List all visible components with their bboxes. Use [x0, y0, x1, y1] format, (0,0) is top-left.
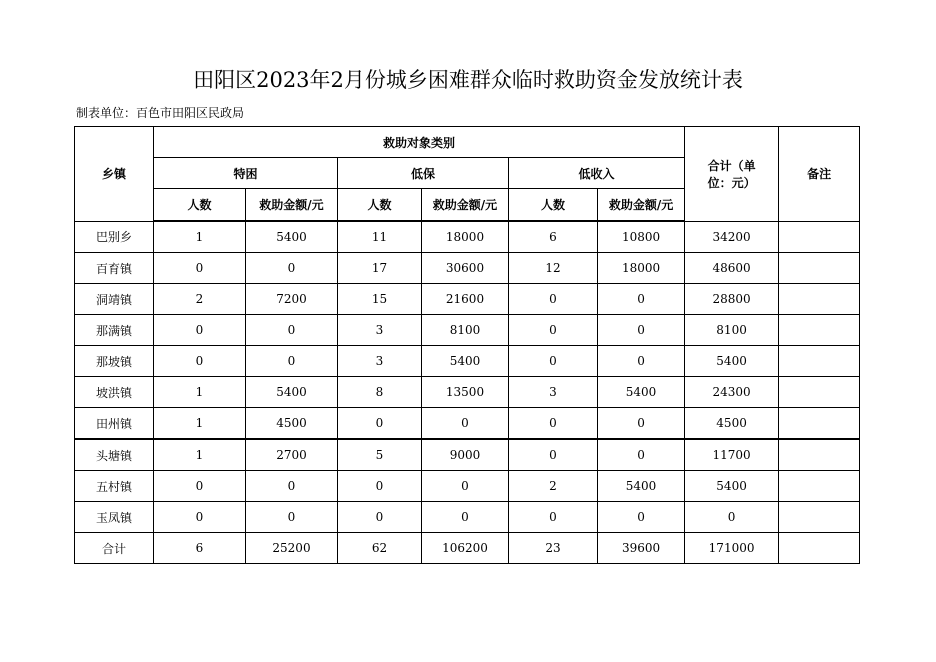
table-cell: 0: [154, 346, 246, 377]
relief-statistics-table: [74, 126, 860, 564]
table-cell: 0: [598, 315, 685, 346]
issuing-unit: 制表单位：百色市田阳区民政局: [76, 106, 245, 120]
header-remark: 备注: [779, 127, 860, 222]
table-cell: 0: [598, 439, 685, 471]
table-cell: 5400: [246, 377, 338, 408]
header-group-dibao: 低保: [338, 158, 509, 189]
table-cell: 1: [154, 377, 246, 408]
table-cell: [779, 346, 860, 377]
table-row: [75, 439, 860, 471]
table-cell: [779, 533, 860, 564]
table-cell: 百育镇: [75, 253, 154, 284]
table-cell: 6: [509, 221, 598, 253]
table-row: [75, 533, 860, 564]
table-cell: 11700: [685, 439, 779, 471]
table-cell: 0: [338, 471, 422, 502]
table-cell: [779, 284, 860, 315]
table-cell: 0: [246, 502, 338, 533]
table-cell: 12: [509, 253, 598, 284]
table-cell: 巴别乡: [75, 221, 154, 253]
table-cell: 21600: [422, 284, 509, 315]
table-cell: 8100: [685, 315, 779, 346]
table-row: [75, 346, 860, 377]
table-cell: 48600: [685, 253, 779, 284]
table-cell: 0: [598, 284, 685, 315]
table-cell: 8: [338, 377, 422, 408]
table-cell: 8100: [422, 315, 509, 346]
table-cell: 17: [338, 253, 422, 284]
table-cell: 0: [685, 502, 779, 533]
table-cell: 坡洪镇: [75, 377, 154, 408]
table-cell: 18000: [598, 253, 685, 284]
table-cell: 3: [338, 346, 422, 377]
table-cell: 合计: [75, 533, 154, 564]
table-cell: 5400: [422, 346, 509, 377]
table-cell: 2: [154, 284, 246, 315]
table-cell: 五村镇: [75, 471, 154, 502]
header-sub: 人数: [509, 189, 598, 222]
table-cell: 3: [509, 377, 598, 408]
table-cell: 11: [338, 221, 422, 253]
table-row: [75, 502, 860, 533]
table-cell: [779, 408, 860, 440]
header-sub: 救助金额/元: [246, 189, 338, 222]
table-cell: 4500: [685, 408, 779, 440]
table-cell: 1: [154, 221, 246, 253]
table-cell: 那坡镇: [75, 346, 154, 377]
table-cell: 7200: [246, 284, 338, 315]
table-cell: 0: [246, 253, 338, 284]
table-cell: 0: [154, 253, 246, 284]
table-cell: 6: [154, 533, 246, 564]
table-cell: [779, 315, 860, 346]
table-cell: 9000: [422, 439, 509, 471]
table-cell: 0: [338, 408, 422, 440]
table-row: [75, 315, 860, 346]
header-sub: 人数: [154, 189, 246, 222]
table-cell: 头塘镇: [75, 439, 154, 471]
table-row: [75, 284, 860, 315]
table-cell: 0: [246, 346, 338, 377]
table-cell: 3: [338, 315, 422, 346]
header-town: 乡镇: [75, 127, 154, 222]
table-row: [75, 377, 860, 408]
table-cell: 5400: [685, 471, 779, 502]
table-cell: 4500: [246, 408, 338, 440]
table-cell: 0: [246, 315, 338, 346]
header-total: 合计（单位：元）: [685, 127, 779, 222]
table-cell: 1: [154, 408, 246, 440]
table-cell: 13500: [422, 377, 509, 408]
table-cell: 0: [509, 315, 598, 346]
table-cell: 171000: [685, 533, 779, 564]
table-cell: 那满镇: [75, 315, 154, 346]
table-cell: 18000: [422, 221, 509, 253]
table-cell: 0: [509, 346, 598, 377]
table-cell: 0: [598, 502, 685, 533]
table-cell: 106200: [422, 533, 509, 564]
table-cell: 30600: [422, 253, 509, 284]
table-cell: 0: [154, 315, 246, 346]
table-cell: 39600: [598, 533, 685, 564]
table-cell: 0: [509, 439, 598, 471]
table-cell: 2: [509, 471, 598, 502]
table-cell: 洞靖镇: [75, 284, 154, 315]
table-row: [75, 471, 860, 502]
table-cell: 5400: [598, 377, 685, 408]
table-cell: [779, 253, 860, 284]
table-row: [75, 408, 860, 440]
table-cell: 25200: [246, 533, 338, 564]
table-cell: 62: [338, 533, 422, 564]
table-cell: [779, 439, 860, 471]
table-cell: 0: [246, 471, 338, 502]
table-cell: 10800: [598, 221, 685, 253]
table-cell: 0: [422, 502, 509, 533]
table-cell: 0: [509, 502, 598, 533]
header-group-tekun: 特困: [154, 158, 338, 189]
table-cell: 5: [338, 439, 422, 471]
table-cell: 0: [338, 502, 422, 533]
header-group-dishouru: 低收入: [509, 158, 685, 189]
table-cell: 0: [509, 284, 598, 315]
table-cell: 0: [154, 471, 246, 502]
table-cell: 0: [422, 408, 509, 440]
table-cell: 玉凤镇: [75, 502, 154, 533]
table-cell: [779, 471, 860, 502]
table-cell: 1: [154, 439, 246, 471]
header-sub: 人数: [338, 189, 422, 222]
table-cell: 15: [338, 284, 422, 315]
table-row: [75, 253, 860, 284]
table-cell: 0: [422, 471, 509, 502]
table-cell: [779, 377, 860, 408]
header-sub: 救助金额/元: [422, 189, 509, 222]
table-cell: 28800: [685, 284, 779, 315]
table-cell: 5400: [685, 346, 779, 377]
table-cell: 5400: [246, 221, 338, 253]
table-cell: 5400: [598, 471, 685, 502]
page-title: 田阳区2023年2月份城乡困难群众临时救助资金发放统计表: [193, 68, 743, 92]
header-sub: 救助金额/元: [598, 189, 685, 222]
table-cell: 2700: [246, 439, 338, 471]
table-cell: 0: [509, 408, 598, 440]
table-cell: 34200: [685, 221, 779, 253]
header-category: 救助对象类别: [154, 127, 685, 158]
table-cell: 24300: [685, 377, 779, 408]
table-cell: 0: [598, 408, 685, 440]
table-cell: 田州镇: [75, 408, 154, 440]
table-cell: 0: [598, 346, 685, 377]
table-cell: [779, 502, 860, 533]
table-cell: 0: [154, 502, 246, 533]
table-row: [75, 221, 860, 253]
table-cell: 23: [509, 533, 598, 564]
table-cell: [779, 221, 860, 253]
